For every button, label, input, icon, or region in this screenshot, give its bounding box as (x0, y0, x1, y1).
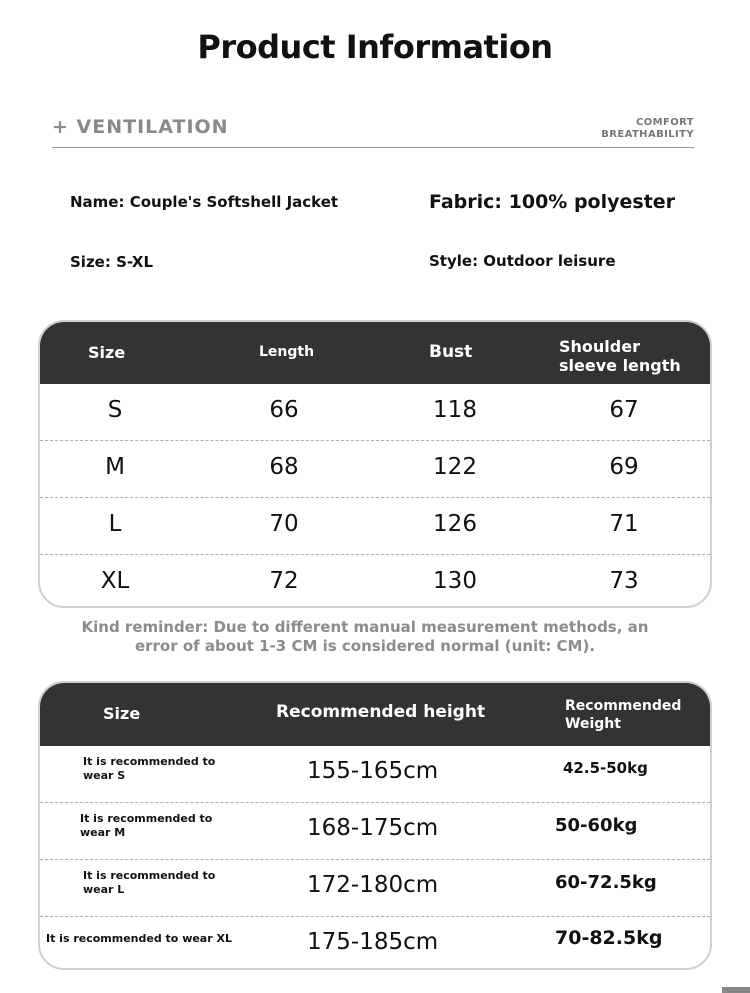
product-size: Size: S-XL (70, 253, 153, 271)
cell-bust: 122 (433, 454, 477, 480)
header-length: Length (259, 344, 315, 360)
wear-line-1: It is recommended to (80, 812, 213, 825)
cell-size: L (108, 511, 122, 537)
wear-line-1: It is recommended to (83, 755, 216, 768)
wear-line-1: It is recommended to wear XL (46, 932, 232, 945)
table-row (40, 802, 710, 859)
recommended-height: 155-165cm (307, 758, 439, 784)
table-row (40, 384, 710, 440)
product-style: Style: Outdoor leisure (429, 252, 616, 270)
cell-shoulder: 71 (609, 511, 639, 537)
cell-length: 66 (269, 397, 299, 423)
recommendation-table (38, 681, 712, 970)
cell-shoulder: 69 (609, 454, 639, 480)
table-row (40, 554, 710, 608)
cell-size: XL (100, 568, 130, 594)
recommended-height: 175-185cm (307, 929, 439, 955)
table-row (40, 746, 710, 802)
cell-bust: 126 (433, 511, 477, 537)
reminder-line-2: error of about 1-3 CM is considered normal (unit: CM). (134, 637, 596, 655)
table-row (40, 859, 710, 916)
wear-line-1: It is recommended to (83, 869, 216, 882)
cell-bust: 130 (433, 568, 477, 594)
reminder-line-1: Kind reminder: Due to different manual measurement methods, an (81, 618, 649, 636)
header-size: Size (103, 704, 141, 723)
header-shoulder-sleeve: Shoulder sleeve length (559, 337, 681, 375)
cell-bust: 118 (433, 397, 477, 423)
header-size: Size (88, 343, 126, 362)
ventilation-label: + VENTILATION (52, 116, 229, 138)
table-row (40, 497, 710, 554)
recommended-weight: 50-60kg (555, 815, 638, 836)
product-name: Name: Couple's Softshell Jacket (70, 193, 339, 211)
comfort-breathability-label (601, 117, 694, 141)
breathability-text: BREATHABILITY (601, 129, 694, 140)
cell-size: S (107, 397, 123, 423)
wear-size-note (83, 869, 215, 897)
wear-line-2: wear S (83, 769, 126, 782)
header-recommended-height: Recommended height (276, 702, 486, 722)
cell-shoulder: 73 (609, 568, 639, 594)
cell-length: 72 (269, 568, 299, 594)
wear-line-2: wear L (83, 883, 125, 896)
recommended-weight: 60-72.5kg (555, 872, 657, 893)
product-fabric: Fabric: 100% polyester (429, 191, 676, 213)
header-recommended-weight: Recommended Weight (565, 698, 682, 732)
size-chart-header (40, 322, 710, 384)
recommended-height: 172-180cm (307, 872, 439, 898)
cell-length: 68 (269, 454, 299, 480)
recommended-weight: 42.5-50kg (563, 759, 648, 777)
size-chart-table (38, 320, 712, 608)
wear-size-note (46, 932, 232, 946)
comfort-text: COMFORT (636, 117, 694, 128)
wear-size-note (80, 812, 212, 840)
header-bust: Bust (429, 342, 473, 362)
recommended-height: 168-175cm (307, 815, 439, 841)
page-title: Product Information (197, 28, 553, 66)
corner-mark (722, 987, 750, 993)
cell-shoulder: 67 (609, 397, 639, 423)
divider (52, 147, 694, 148)
recommended-weight: 70-82.5kg (555, 927, 663, 949)
cell-length: 70 (269, 511, 299, 537)
wear-line-2: wear M (80, 826, 126, 839)
table-row (40, 916, 710, 970)
recommendation-header (40, 683, 710, 746)
measurement-reminder (0, 618, 730, 656)
cell-size: M (105, 454, 125, 480)
wear-size-note (83, 755, 215, 783)
table-row (40, 440, 710, 497)
